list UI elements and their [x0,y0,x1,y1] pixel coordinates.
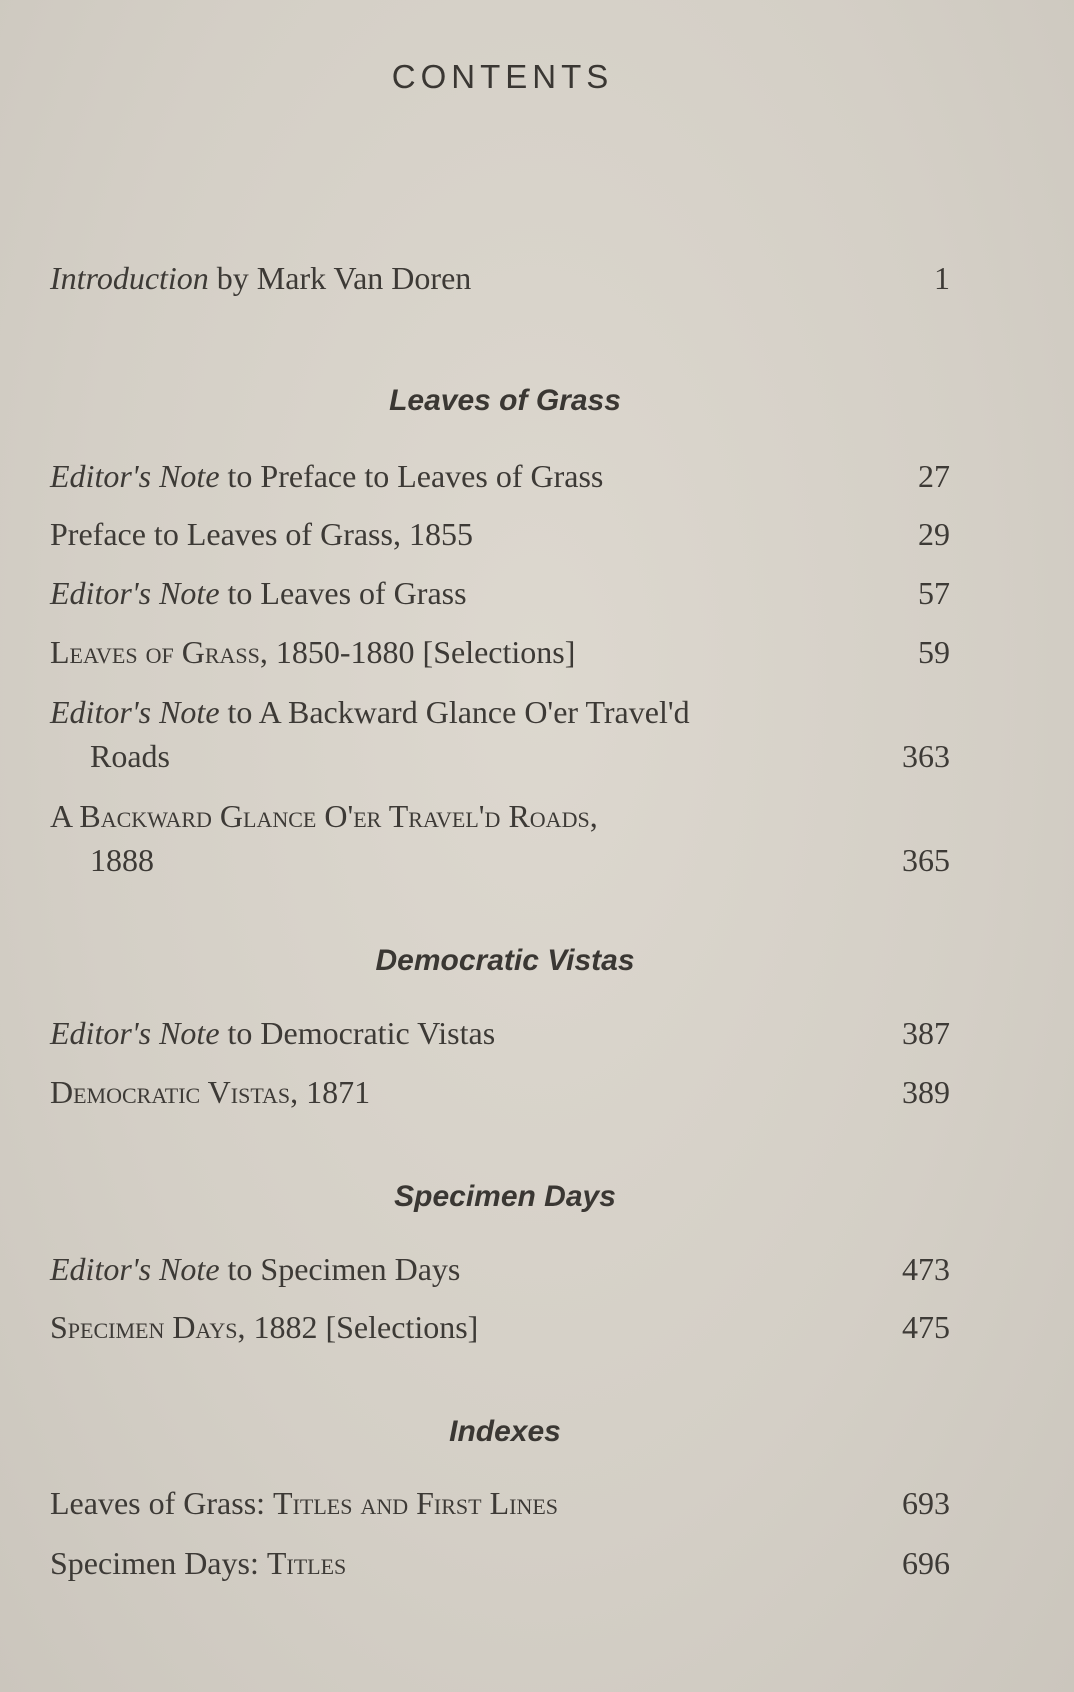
toc-entry [50,512,950,556]
entry-title-italic: Editor's Note [50,575,220,611]
entry-title-smallcaps: A Backward Glance O'er Travel'd Roads [50,798,590,834]
toc-entry [50,571,950,615]
toc-entry [50,630,950,674]
entry-title-italic: Editor's Note [50,458,220,494]
entry-title-smallcaps: Leaves of Grass [50,634,260,670]
page-title: CONTENTS [391,58,614,95]
toc-entry [50,1011,950,1055]
entry-title: to Preface to Leaves of Grass [219,458,604,494]
toc-entry [50,690,950,778]
entry-title: Specimen Days: [50,1545,267,1581]
toc-entry [50,1247,950,1291]
section-heading-indexes: Indexes [449,1415,561,1448]
entry-title-smallcaps: Titles [266,1545,347,1581]
section-heading-democratic-vistas: Democratic Vistas [375,944,635,977]
entry-title: , 1850-1880 [Selections] [259,634,576,670]
section-heading-leaves-of-grass: Leaves of Grass [389,384,621,417]
entry-title: , [589,798,598,834]
entry-title-italic: Editor's Note [50,1015,220,1051]
entry-title: Leaves of Grass: [50,1485,274,1521]
page-number: 696 [902,1545,950,1581]
entry-title: to A Backward Glance O'er Travel'd [219,694,690,730]
page-number: 27 [918,458,950,494]
toc-entry-introduction [50,256,950,300]
entry-title-smallcaps: Titles and First Lines [273,1485,559,1521]
entry-title: , 1871 [290,1074,371,1110]
page-number: 363 [902,738,950,774]
page-number: 365 [902,842,950,878]
page-number: 387 [902,1015,950,1051]
entry-title: to Leaves of Grass [219,575,467,611]
page-number: 475 [902,1309,950,1345]
entry-title-smallcaps: Democratic Vistas [50,1074,291,1110]
entry-title: by Mark Van Doren [208,260,472,296]
entry-title: to Specimen Days [219,1251,461,1287]
page-number: 389 [902,1074,950,1110]
toc-entry [50,454,950,498]
entry-title-smallcaps: Specimen Days [50,1309,238,1345]
toc-entry [50,1305,950,1349]
page-number: 57 [918,575,950,611]
toc-entry [50,1070,950,1114]
entry-title-italic: Editor's Note [50,694,220,730]
entry-title-continuation: Roads [90,738,170,774]
page-number: 59 [918,634,950,670]
page-number: 693 [902,1485,950,1521]
entry-title-continuation: 1888 [90,842,154,878]
toc-entry [50,1481,950,1525]
entry-title-italic: Editor's Note [50,1251,220,1287]
section-heading-specimen-days: Specimen Days [394,1180,616,1213]
page-number: 29 [918,516,950,552]
page-number: 473 [902,1251,950,1287]
entry-title: to Democratic Vistas [219,1015,496,1051]
page-number: 1 [934,260,950,296]
toc-entry [50,794,950,882]
entry-title: Preface to Leaves of Grass, 1855 [50,516,473,552]
entry-title-italic: Introduction [50,260,209,296]
toc-entry [50,1541,950,1585]
entry-title: , 1882 [Selections] [237,1309,479,1345]
